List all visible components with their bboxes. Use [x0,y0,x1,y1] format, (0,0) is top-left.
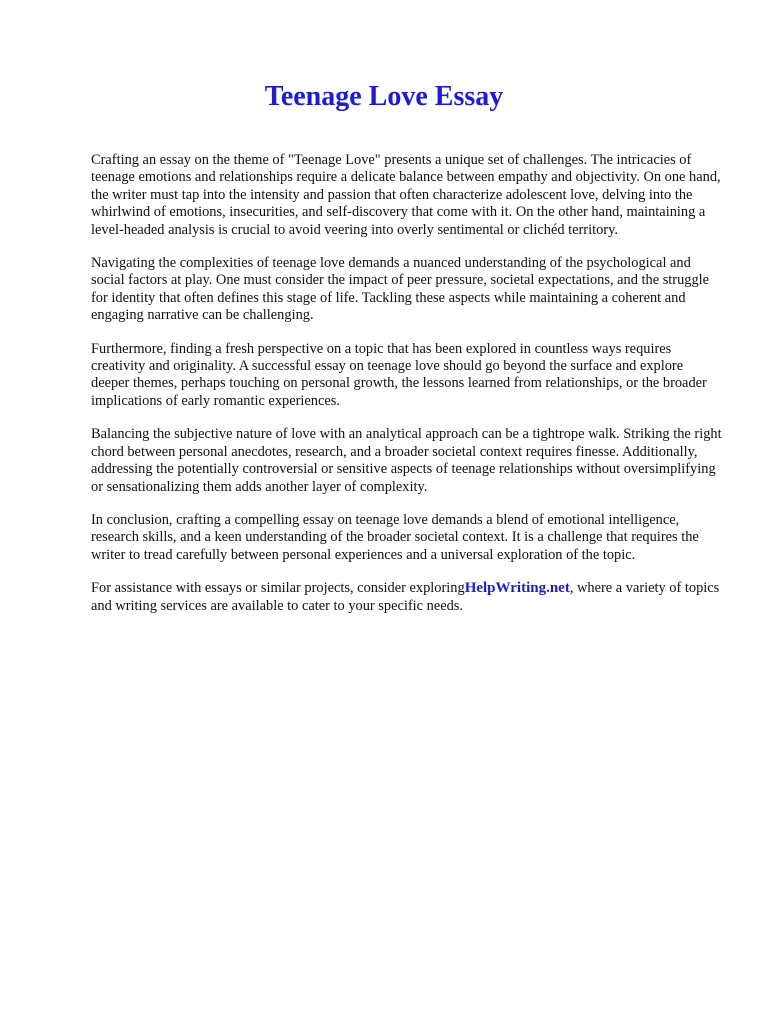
paragraph-conclusion: In conclusion, crafting a compelling essay on teenage love demands a blend of emotional intelligence, research skills, and a keen understanding of the broader societal context. It is a challenge that requires the writer to tread carefully between personal experiences and a universal exploration of the topic. [91,511,699,563]
closing-text-before: For assistance with essays or similar projects, consider exploring [91,580,465,597]
paragraph-intro: Crafting an essay on the theme of "Teenage Love" presents a unique set of challenges. The intricacies of teenage emotions and relationships require a delicate balance between empathy and objectivity. On one hand, the writer must tap into the intensity and passion that often characterize adolescent love, delving into the whirlwind of emotions, insecurities, and self-discovery that come with it. On the other hand, maintaining a level-headed analysis is crucial to avoid veering into overly sentimental or clichéd territory. [91,152,721,238]
closing-text-after: , where a variety of topics and writing services are available to cater to your specific needs. [91,580,720,614]
page-title: Teenage Love Essay [264,81,504,112]
paragraph-complexities: Navigating the complexities of teenage love demands a nuanced understanding of the psychological and social factors at play. One must consider the impact of peer pressure, societal expectations, and the struggle for identity that often defines this stage of life. Tackling these aspects while maintaining a coherent and engaging narrative can be challenging. [91,255,710,324]
helpwriting-link[interactable]: HelpWriting.net [464,580,570,597]
paragraph-perspective: Furthermore, finding a fresh perspective on a topic that has been explored in countless ways requires creativity and originality. A successful essay on teenage love should go beyond the surface and explore deeper themes, perhaps touching on personal growth, the lessons learned from relationships, or the broader implications of early romantic experiences. [91,340,707,409]
paragraph-closing [91,580,722,615]
paragraph-balance: Balancing the subjective nature of love with an analytical approach can be a tightrope walk. Striking the right chord between personal anecdotes, research, and a broader societal context requires finesse. Additionally, addressing the potentially controversial or sensitive aspects of teenage relationships without oversimplifying or sensationalizing them adds another layer of complexity. [91,426,722,495]
